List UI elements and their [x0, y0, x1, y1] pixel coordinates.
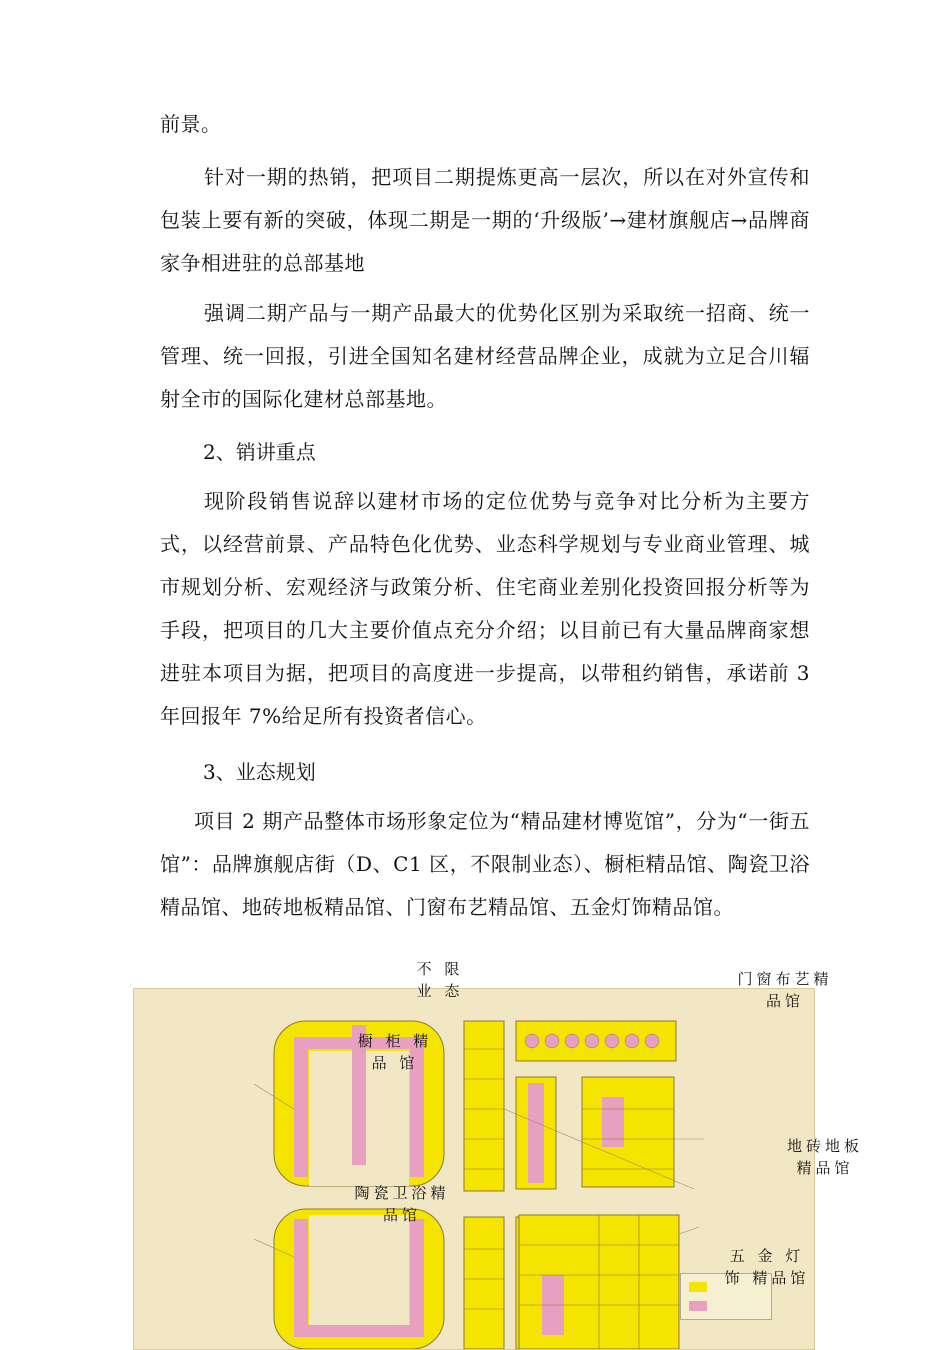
paragraph-positioning: 项目 2 期产品整体市场形象定位为“精品建材博览馆”，分为“一街五馆”：品牌旗舰店街（D、C1 区，不限制业态）、橱柜精品馆、陶瓷卫浴精品馆、地砖地板精品馆、门窗布艺精品馆、五金灯饰精品馆。	[160, 809, 810, 919]
label-floor-hall: 地砖地板精品馆	[786, 1137, 863, 1177]
section-heading-business-planning: 3、业态规划	[203, 760, 316, 784]
legend-corridor-swatch	[689, 1301, 707, 1311]
label-hardware-hall: 五 金 灯 饰 精品馆	[724, 1247, 810, 1287]
label-ceramic-hall: 陶瓷卫浴精品馆	[354, 1184, 450, 1224]
paragraph-differentiation: 强调二期产品与一期产品最大的优势化区别为采取统一招商、统一管理、统一回报，引进全国知名建材经营品牌企业，成就为立足合川辐射全市的国际化建材总部基地。	[160, 301, 810, 411]
label-cabinet-hall: 橱 柜 精 品 馆	[357, 1032, 433, 1072]
paragraph-continuation: 前景。	[160, 112, 222, 136]
section-heading-sales-points: 2、销讲重点	[203, 440, 316, 464]
label-unrestricted: 不 限 业 态	[416, 960, 464, 1000]
legend-shop-swatch	[689, 1282, 707, 1292]
paragraph-upgrade: 针对一期的热销，把项目二期提炼更高一层次，所以在对外宣传和包装上要有新的突破，体现二期是一期的‘升级版’→建材旗舰店→品牌商家争相进驻的总部基地	[160, 165, 810, 275]
paragraph-sales-pitch: 现阶段销售说辞以建材市场的定位优势与竞争对比分析为主要方式，以经营前景、产品特色化优势、业态科学规划与专业商业管理、城市规划分析、宏观经济与政策分析、住宅商业差别化投资回报分析等为手段，把项目的几大主要价值点充分介绍；以目前已有大量品牌商家想进驻本项目为据，把项目的高度进一步提高，以带租约销售，承诺前 3 年回报年 7%给足所有投资者信心。	[160, 489, 810, 728]
label-doors-hall: 门窗布艺精品馆	[737, 970, 833, 1010]
